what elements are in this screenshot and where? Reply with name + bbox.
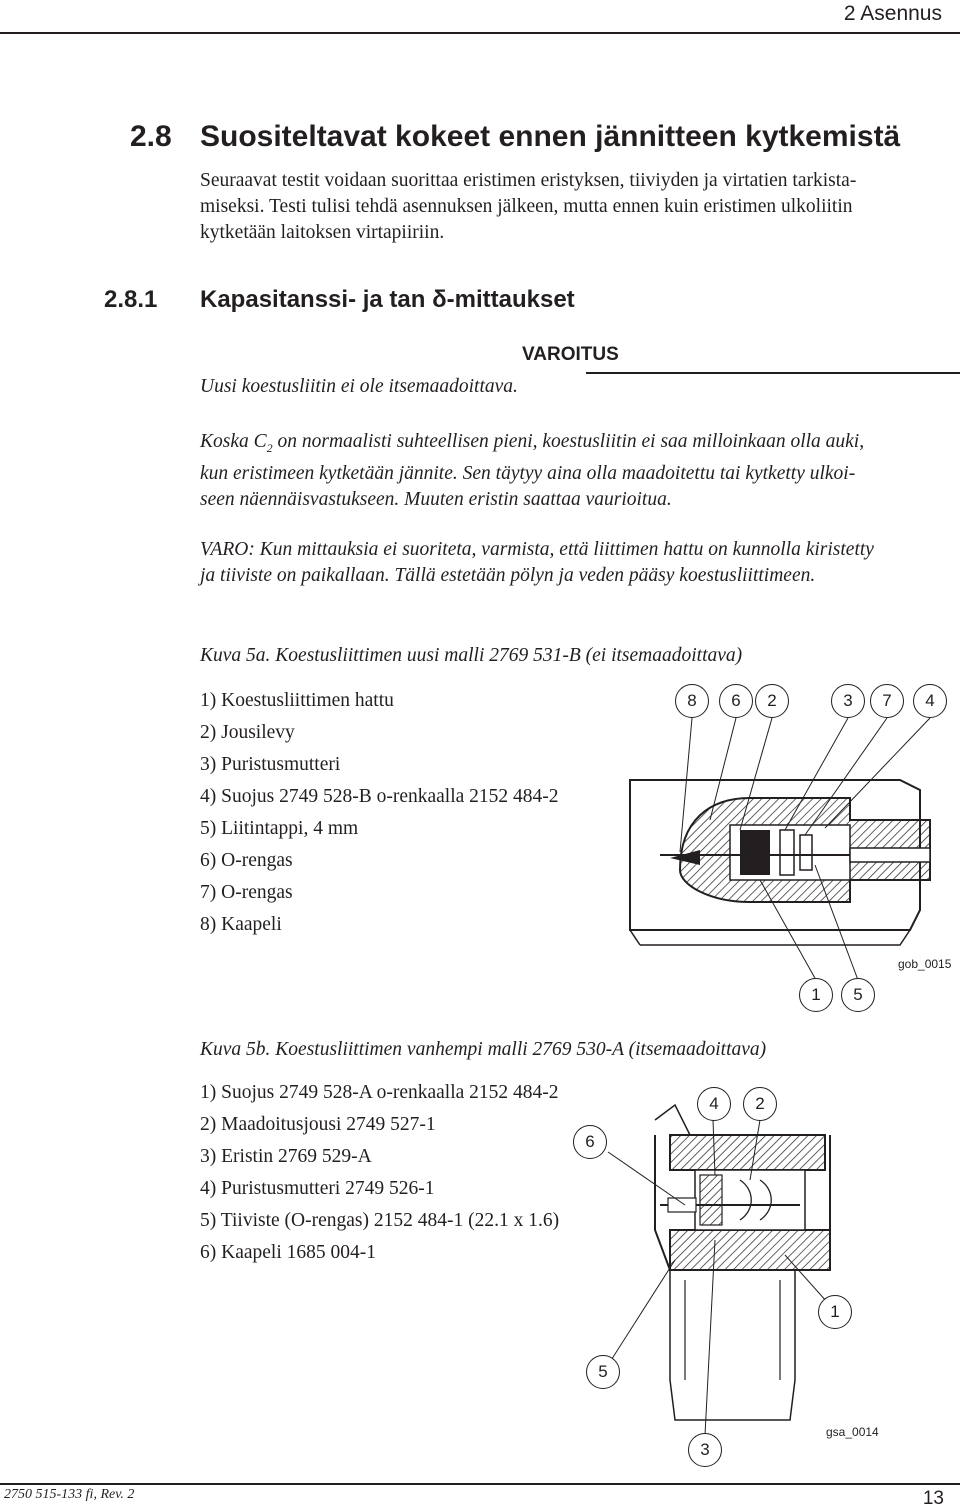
- figure-b-code: gsa_0014: [826, 1425, 879, 1439]
- intro-paragraph: Seuraavat testit voidaan suorittaa eristimen eristyksen, tiiviyden ja virtatien tarkista- miseksi. Testi tulisi tehdä asennuksen jälkeen, mutta ennen kuin eristimen ulkoliitin kytketään laitoksen virtapiiriin.: [200, 170, 857, 243]
- figure-b-parts-list: [200, 1077, 559, 1269]
- callout-b-6: 6: [573, 1125, 607, 1159]
- page-number: 13: [922, 1488, 944, 1509]
- list-item: 2) Maadoitusjousi 2749 527-1: [200, 1114, 436, 1135]
- list-item: 6) O-rengas: [200, 850, 293, 871]
- list-item: 7) O-rengas: [200, 882, 293, 903]
- callout-a-2: 2: [755, 684, 789, 718]
- list-item: 8) Kaapeli: [200, 914, 282, 935]
- callout-a-8: 8: [675, 684, 709, 718]
- callout-b-2: 2: [743, 1087, 777, 1121]
- callout-a-4: 4: [913, 684, 947, 718]
- footer-rule: [0, 1483, 960, 1485]
- list-item: 5) Tiiviste (O-rengas) 2152 484-1 (22.1 x 1.6): [200, 1210, 560, 1231]
- doc-reference: 2750 515-133 fi, Rev. 2: [4, 1487, 135, 1502]
- callout-a-3: 3: [831, 684, 865, 718]
- list-item: 5) Liitintappi, 4 mm: [200, 818, 359, 839]
- list-item: 2) Jousilevy: [200, 722, 295, 743]
- callout-a-7: 7: [870, 684, 904, 718]
- callout-b-5: 5: [586, 1355, 620, 1389]
- callout-a-5: 5: [841, 978, 875, 1012]
- list-item: 4) Suojus 2749 528-B o-renkaalla 2152 484-2: [200, 786, 559, 807]
- warning-label: VAROITUS: [522, 344, 619, 365]
- figure-a-caption: Kuva 5a. Koestusliittimen uusi malli 2769 531-B (ei itsemaadoittava): [200, 645, 743, 666]
- list-item: 6) Kaapeli 1685 004-1: [200, 1242, 376, 1263]
- warning-lead: Uusi koestusliitin ei ole itsemaadoittava.: [200, 376, 518, 397]
- figure-a-code: gob_0015: [898, 957, 952, 971]
- callout-a-1: 1: [799, 978, 833, 1012]
- subsection-number: 2.8.1: [104, 286, 158, 313]
- caution-paragraph: VARO: Kun mittauksia ei suoriteta, varmista, että liittimen hattu on kunnolla kiristetty ja tiiviste on paikallaan. Tällä estetään pölyn ja veden pääsy koestusliittimeen.: [200, 539, 874, 586]
- section-number: 2.8: [130, 120, 172, 153]
- callout-b-4: 4: [697, 1087, 731, 1121]
- callout-b-1: 1: [818, 1295, 852, 1329]
- list-item: 3) Puristusmutteri: [200, 754, 341, 775]
- chapter-label: 2 Asennus: [843, 2, 942, 25]
- list-item: 1) Suojus 2749 528-A o-renkaalla 2152 484-2: [200, 1082, 559, 1103]
- list-item: 1) Koestusliittimen hattu: [200, 690, 394, 711]
- figure-b-caption: Kuva 5b. Koestusliittimen vanhempi malli 2769 530-A (itsemaadoittava): [200, 1039, 767, 1060]
- warning-paragraph: Koska $C_2$ on normaalisti suhteellisen pieni, koestusliitin ei saa milloinkaan olla auki, kun eristimeen kytketään jännite. Sen täytyy aina olla maadoitettu tai kytketty ulkoi- seen näennäisvastukseen. Muuten eristin saattaa vaurioitua.: [200, 431, 865, 510]
- figure-b-drawing: [600, 1080, 900, 1470]
- header-rule: [0, 32, 960, 34]
- section-title: Suositeltavat kokeet ennen jännitteen kytkemistä: [200, 120, 901, 153]
- figure-a-parts-list: [200, 685, 559, 941]
- callout-a-6: 6: [719, 684, 753, 718]
- callout-b-3: 3: [688, 1433, 722, 1467]
- list-item: 3) Eristin 2769 529-A: [200, 1146, 372, 1167]
- subsection-title: Kapasitanssi- ja tan δ-mittaukset: [200, 286, 575, 313]
- list-item: 4) Puristusmutteri 2749 526-1: [200, 1178, 435, 1199]
